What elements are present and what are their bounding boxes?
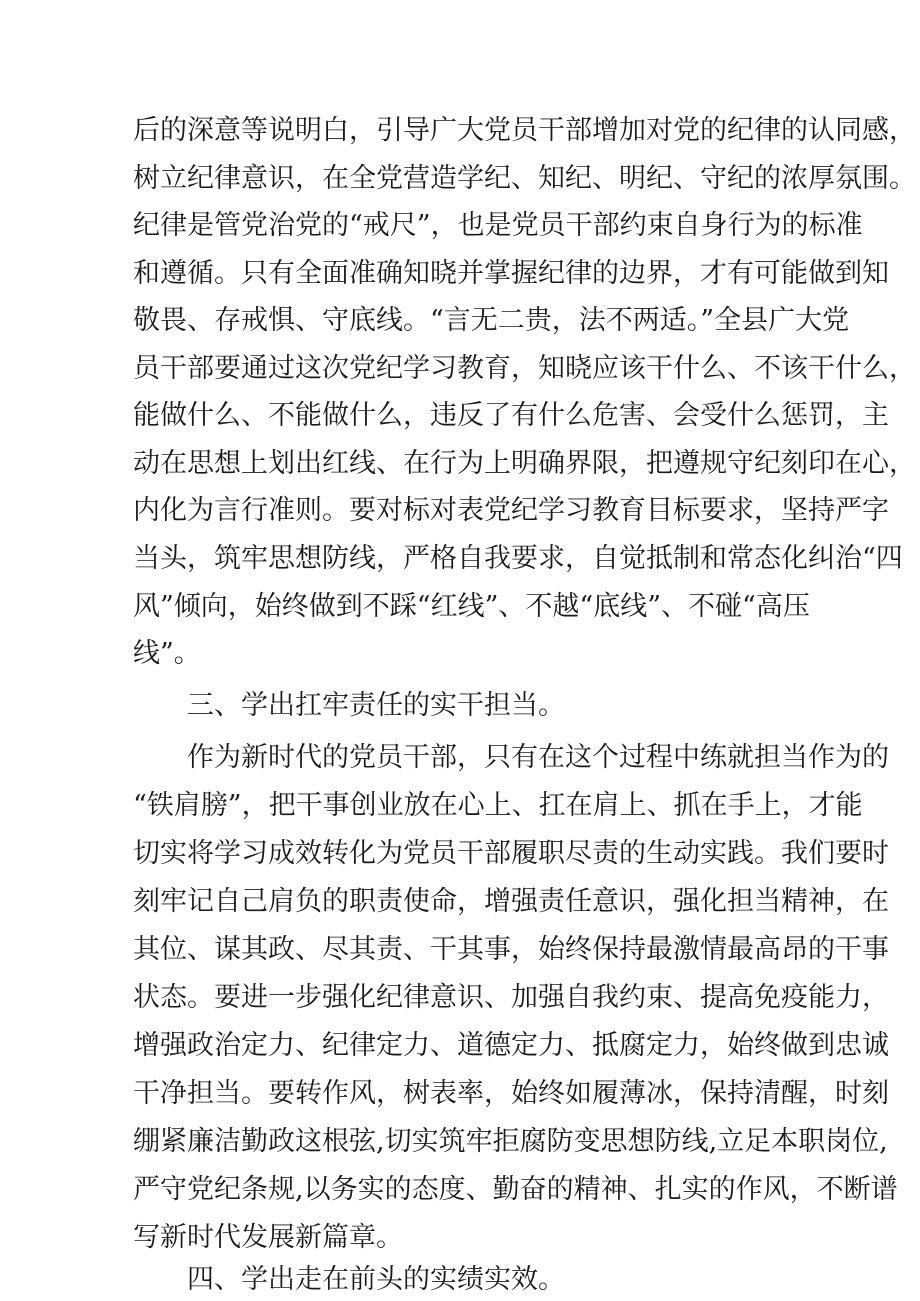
paragraph-1-line: 和遵循。只有全面准确知晓并掌握纪律的边界，才有可能做到知 <box>133 258 889 289</box>
paragraph-2-line: 切实将学习成效转化为党员干部履职尽责的生动实践。我们要时 <box>133 838 889 869</box>
paragraph-1-line: 当头，筑牢思想防线，严格自我要求，自觉抵制和常态化纠治“四 <box>133 543 903 574</box>
paragraph-2-line: 刻牢记自己肩负的职责使命，增强责任意识，强化担当精神，在 <box>133 886 889 917</box>
paragraph-1-line: 后的深意等说明白，引导广大党员干部增加对党的纪律的认同感， <box>133 115 916 146</box>
paragraph-1-line: 线”。 <box>133 638 201 669</box>
paragraph-2-line: 状态。要进一步强化纪律意识、加强自我约束、提高免疫能力， <box>133 982 889 1013</box>
paragraph-2-line: 干净担当。要转作风，树表率，始终如履薄冰，保持清醒，时刻 <box>133 1078 889 1109</box>
paragraph-1-line: 风”倾向，始终做到不踩“红线”、不越“底线”、不碰“高压 <box>133 591 810 622</box>
section-heading-3: 三、学出扛牢责任的实干担当。 <box>187 690 565 721</box>
paragraph-2-line: 增强政治定力、纪律定力、道德定力、抵腐定力，始终做到忠诚 <box>133 1030 889 1061</box>
paragraph-2-line: 其位、谋其政、尽其责、干其事，始终保持最激情最高昂的干事 <box>133 934 889 965</box>
paragraph-1-line: 树立纪律意识，在全党营造学纪、知纪、明纪、守纪的浓厚氛围。 <box>133 163 916 194</box>
paragraph-2-line: 作为新时代的党员干部，只有在这个过程中练就担当作为的 <box>187 742 889 773</box>
paragraph-1-line: 敬畏、存戒惧、守底线。“言无二贵，法不两适。”全县广大党 <box>133 305 850 336</box>
paragraph-1-line: 动在思想上划出红线、在行为上明确界限，把遵规守纪刻印在心， <box>133 448 916 479</box>
paragraph-1-line: 员干部要通过这次党纪学习教育，知晓应该干什么、不该干什么， <box>133 353 916 384</box>
paragraph-1-line: 纪律是管党治党的“戒尺”，也是党员干部约束自身行为的标准 <box>133 210 863 241</box>
paragraph-2-line: “铁肩膀”，把干事创业放在心上、扛在肩上、抓在手上，才能 <box>133 790 863 821</box>
paragraph-2-line: 严守党纪条规,以务实的态度、勤奋的精神、扎实的作风，不断谱 <box>133 1174 898 1205</box>
section-heading-4: 四、学出走在前头的实绩实效。 <box>187 1264 565 1295</box>
paragraph-2-line: 绷紧廉洁勤政这根弦,切实筑牢拒腐防变思想防线,立足本职岗位, <box>133 1126 888 1157</box>
paragraph-1-line: 内化为言行准则。要对标对表党纪学习教育目标要求，坚持严字 <box>133 495 889 526</box>
paragraph-1-line: 能做什么、不能做什么，违反了有什么危害、会受什么惩罚，主 <box>133 400 889 431</box>
paragraph-2-line: 写新时代发展新篇章。 <box>133 1222 403 1253</box>
